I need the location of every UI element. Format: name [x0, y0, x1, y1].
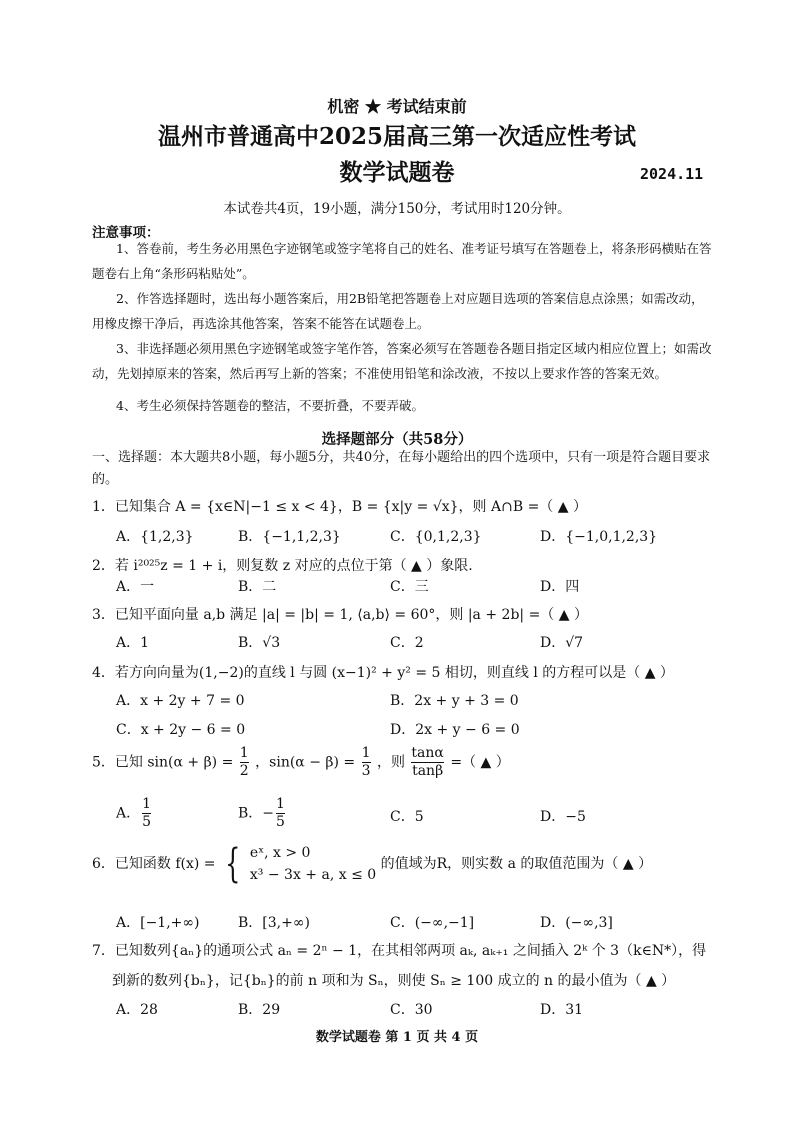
q6-suffix: 的值域为R，则实数 a 的取值范围为（ ▲ ） [380, 856, 653, 872]
q1-option-c: C．{0,1,2,3} [390, 529, 482, 545]
q5-fraction-2-den: 3 [361, 763, 371, 779]
q3-option-d: D．√7 [540, 635, 584, 651]
q5-mid: ，sin(α − β) = [255, 754, 356, 771]
question-2-stem: 2．若 i²⁰²⁵z = 1 + i，则复数 z 对应的点位于第（ ▲ ）象限. [92, 558, 473, 574]
exam-info: 本试卷共4页，19小题，满分150分，考试用时120分钟。 [223, 201, 571, 217]
q3-option-b: B．√3 [238, 635, 281, 651]
question-7-stem-line-1: 7．已知数列{aₙ}的通项公式 aₙ = 2ⁿ − 1，在其相邻两项 aₖ, aₖ₊₁ 之间插入 2ᵏ 个 3（k∈N*），得 [92, 943, 707, 959]
q6-case-2: x³ − 3x + a, x ≤ 0 [249, 867, 377, 883]
q3-option-a: A．1 [116, 635, 150, 651]
question-4-stem: 4．若方向向量为(1,−2)的直线 l 与圆 (x−1)² + y² = 5 相切，则直线 l 的方程可以是（ ▲ ） [92, 665, 674, 681]
q3-option-c: C．2 [390, 635, 424, 651]
note-item-1: 1、答卷前，考生务必用黑色字迹钢笔或签字笔将自己的姓名、准考证号填写在答题卷上，将条形码横贴在答题卷右上角“条形码粘贴处”。 [92, 241, 712, 281]
section-title: 选择题部分（共58分） [321, 431, 473, 448]
q6-option-d: D．(−∞,3] [540, 915, 613, 931]
exam-subtitle: 数学试题卷 [339, 159, 455, 186]
q5-fraction-1-den: 2 [239, 763, 249, 779]
q5-fraction-3 [411, 745, 443, 780]
q2-option-d: D．四 [540, 579, 580, 595]
q7-option-c: C．30 [390, 1002, 433, 1018]
q6-option-a: A．[−1,+∞) [116, 915, 200, 931]
q5-fraction-3-num: tanα [411, 745, 444, 761]
question-6-stem [92, 842, 652, 886]
q1-option-d: D．{−1,0,1,2,3} [540, 529, 658, 545]
q7-option-b: B．29 [238, 1002, 281, 1018]
q1-option-b: B．{−1,1,2,3} [238, 529, 341, 545]
piecewise-cases [250, 842, 376, 886]
q2-option-c: C．三 [390, 579, 429, 595]
question-7-stem-line-2: 到新的数列{bₙ}，记{bₙ}的前 n 项和为 Sₙ，则使 Sₙ ≥ 100 成立的 n 的最小值为（ ▲ ） [112, 973, 676, 989]
q4-option-b: B．2x + y + 3 = 0 [390, 693, 519, 709]
q5-option-b-den: 5 [276, 814, 285, 830]
q6-prefix: 6．已知函数 f(x) = [92, 856, 216, 872]
q5-option-a-frac [142, 796, 151, 831]
q5-fraction-1 [240, 745, 249, 780]
q6-case-1: eˣ, x > 0 [249, 845, 311, 861]
q5-option-a-label: A． [116, 805, 141, 822]
notes-title: 注意事项： [92, 225, 160, 241]
q5-mid2: ，则 [376, 754, 405, 771]
q2-option-a: A．一 [116, 579, 155, 595]
exam-date: 2024.11 [640, 165, 704, 183]
q5-fraction-2-num: 1 [361, 745, 371, 761]
q2-option-b: B．二 [238, 579, 277, 595]
q5-fraction-3-den: tanβ [412, 763, 444, 779]
confidential-label: 机密 ★ 考试结束前 [327, 97, 467, 116]
question-1-stem: 1．已知集合 A = {x∈N|−1 ≤ x < 4}，B = {x|y = √x}，则 A∩B =（ ▲ ） [92, 499, 587, 515]
q4-option-d: D．2x + y − 6 = 0 [390, 722, 520, 738]
q5-option-b-label: B．− [238, 805, 275, 822]
note-item-3: 3、非选择题必须用黑色字迹钢笔或签字笔作答，答案必须写在答题卷各题目指定区域内相应位置上；如需改动，先划掉原来的答案，然后再写上新的答案；不准使用铅笔和涂改液，不按以上要求作答的答案无效。 [92, 341, 712, 381]
question-5-stem [92, 745, 510, 780]
q4-option-c: C．x + 2y − 6 = 0 [116, 722, 246, 738]
q5-option-c: C．5 [390, 809, 424, 825]
q5-prefix: 5．已知 sin(α + β) = [92, 754, 234, 771]
q5-fraction-1-num: 1 [239, 745, 249, 761]
section-intro: 一、选择题：本大题共8小题，每小题5分，共40分，在每小题给出的四个选项中，只有一项是符合题目要求的。 [92, 450, 711, 487]
piecewise-brace: { [225, 841, 241, 887]
q5-option-a [116, 796, 153, 831]
note-item-2: 2、作答选择题时，选出每小题答案后，用2B铅笔把答题卷上对应题目选项的答案信息点涂黑；如需改动，用橡皮擦干净后，再选涂其他答案，答案不能答在试题卷上。 [92, 291, 704, 331]
exam-title: 温州市普通高中2025届高三第一次适应性考试 [157, 123, 636, 150]
q5-option-b [238, 796, 287, 831]
q7-option-a: A．28 [116, 1002, 158, 1018]
question-3-stem: 3．已知平面向量 a,b 满足 |a| = |b| = 1, ⟨a,b⟩ = 60°，则 |a + 2b| =（ ▲ ） [92, 607, 588, 623]
q4-option-a: A．x + 2y + 7 = 0 [116, 693, 245, 709]
page-footer: 数学试题卷 第 1 页 共 4 页 [315, 1030, 479, 1045]
q5-option-b-frac [276, 796, 285, 831]
q6-option-b: B．[3,+∞) [238, 915, 310, 931]
q5-fraction-2 [362, 745, 371, 780]
q6-option-c: C．(−∞,−1] [390, 915, 475, 931]
q7-option-d: D．31 [540, 1002, 584, 1018]
q5-option-d: D．−5 [540, 809, 586, 825]
q5-option-b-num: 1 [276, 796, 285, 812]
q1-option-a: A．{1,2,3} [116, 529, 194, 545]
q5-option-a-den: 5 [142, 814, 152, 830]
note-item-4: 4、考生必须保持答题卷的整洁，不要折叠，不要弄破。 [116, 398, 424, 413]
q5-suffix: =（ ▲ ） [450, 754, 510, 771]
q5-option-a-num: 1 [142, 796, 152, 812]
